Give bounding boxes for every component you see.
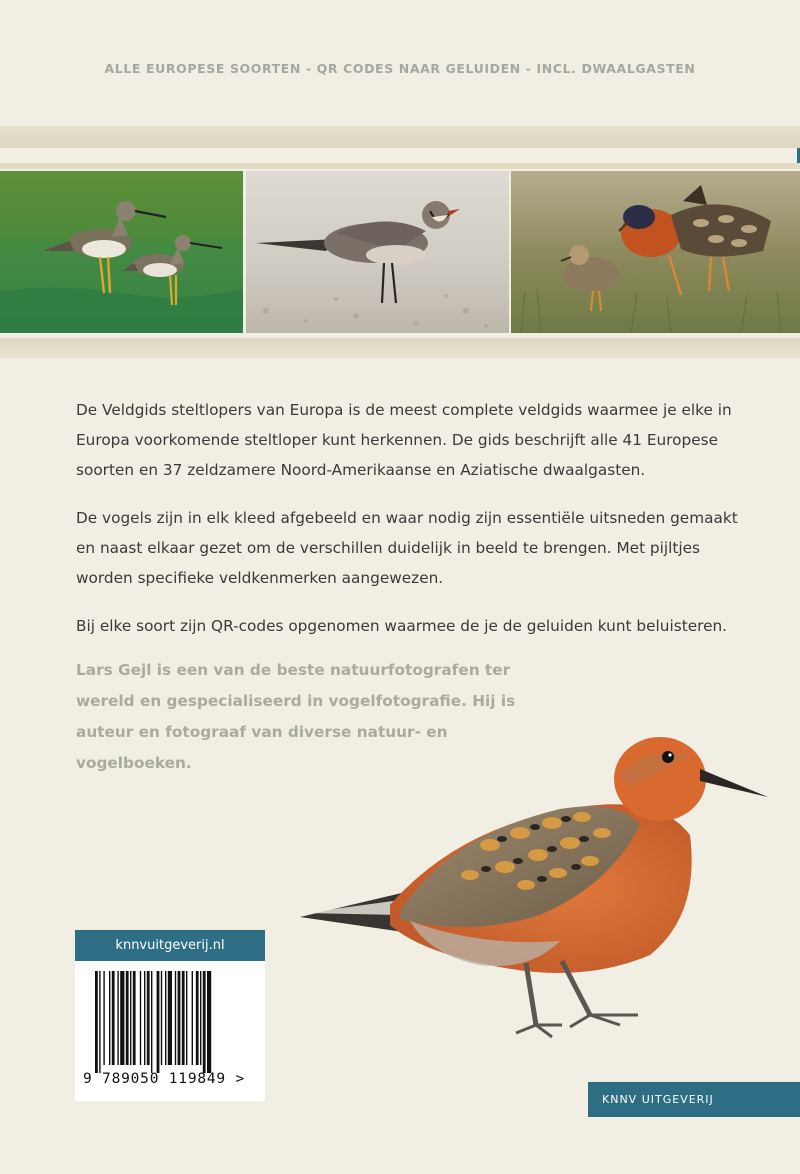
- barcode-bar: [109, 971, 110, 1065]
- barcode-bar: [147, 971, 150, 1065]
- barcode-bar: [192, 971, 193, 1065]
- barcode: [75, 961, 265, 1101]
- barcode-bar: [165, 971, 166, 1065]
- tagline: ALLE EUROPESE SOORTEN - QR CODES NAAR GELUIDEN - INCL. DWAALGASTEN: [104, 61, 696, 76]
- barcode-bar: [196, 971, 199, 1065]
- barcode-bar: [175, 971, 176, 1065]
- bottom-band: [0, 338, 800, 358]
- isbn-number: 9 789050 119849 >: [83, 1071, 246, 1087]
- barcode-bar: [103, 971, 104, 1065]
- barcode-bar: [157, 971, 160, 1073]
- red-knot-photo: [290, 715, 780, 1055]
- publisher-label: KNNV UITGEVERIJ: [588, 1082, 800, 1117]
- photo-yellowlegs: [0, 171, 243, 333]
- photo-pratincole: [246, 171, 509, 333]
- barcode-bar: [178, 971, 181, 1065]
- website-label: knnvuitgeverij.nl: [75, 930, 265, 961]
- top-band: [0, 126, 800, 148]
- description-paragraph-1: De Veldgids steltlopers van Europa is de meest complete veldgids waarmee je elke in Europa voorkomende steltloper kunt herkennen. De gids beschrijft alle 41 Europese soorten en 37 zeldzamere Noord-Amerikaanse en Aziatische dwaalgasten.: [76, 401, 732, 479]
- barcode-bar: [95, 971, 98, 1073]
- barcode-bar: [126, 971, 129, 1065]
- barcode-bar: [130, 971, 131, 1065]
- barcode-bar: [144, 971, 145, 1065]
- barcode-bar: [117, 971, 118, 1065]
- photo-ruffs: [511, 171, 800, 333]
- barcode-bar: [99, 971, 100, 1073]
- barcode-bar: [200, 971, 201, 1065]
- barcode-bar: [203, 971, 206, 1073]
- barcode-bar: [168, 971, 172, 1065]
- description-paragraph-3: Bij elke soort zijn QR-codes opgenomen waarmee de je de geluiden kunt beluisteren.: [76, 617, 728, 635]
- barcode-bar: [140, 971, 141, 1065]
- barcode-bar: [182, 971, 185, 1065]
- barcode-bar: [186, 971, 187, 1065]
- barcode-bar: [133, 971, 136, 1065]
- barcode-bar: [161, 971, 162, 1065]
- barcode-bar: [120, 971, 124, 1065]
- author-bio: Lars Gejl is een van de beste natuurfotografen ter wereld en gespecialiseerd in vogelfotografie. Hij is auteur en fotograaf van diverse natuur- en vogelboeken.: [76, 661, 516, 772]
- barcode-bar: [207, 971, 211, 1073]
- top-band-line: [0, 163, 800, 169]
- barcode-bar: [151, 971, 152, 1073]
- description-paragraph-2: De vogels zijn in elk kleed afgebeeld en waar nodig zijn essentiële uitsneden gemaakt en naast elkaar gezet om de verschillen duidelijk in beeld te brengen. Met pijltjes worden specifieke veldkenmerken aangewezen.: [76, 509, 738, 587]
- barcode-bar: [112, 971, 115, 1065]
